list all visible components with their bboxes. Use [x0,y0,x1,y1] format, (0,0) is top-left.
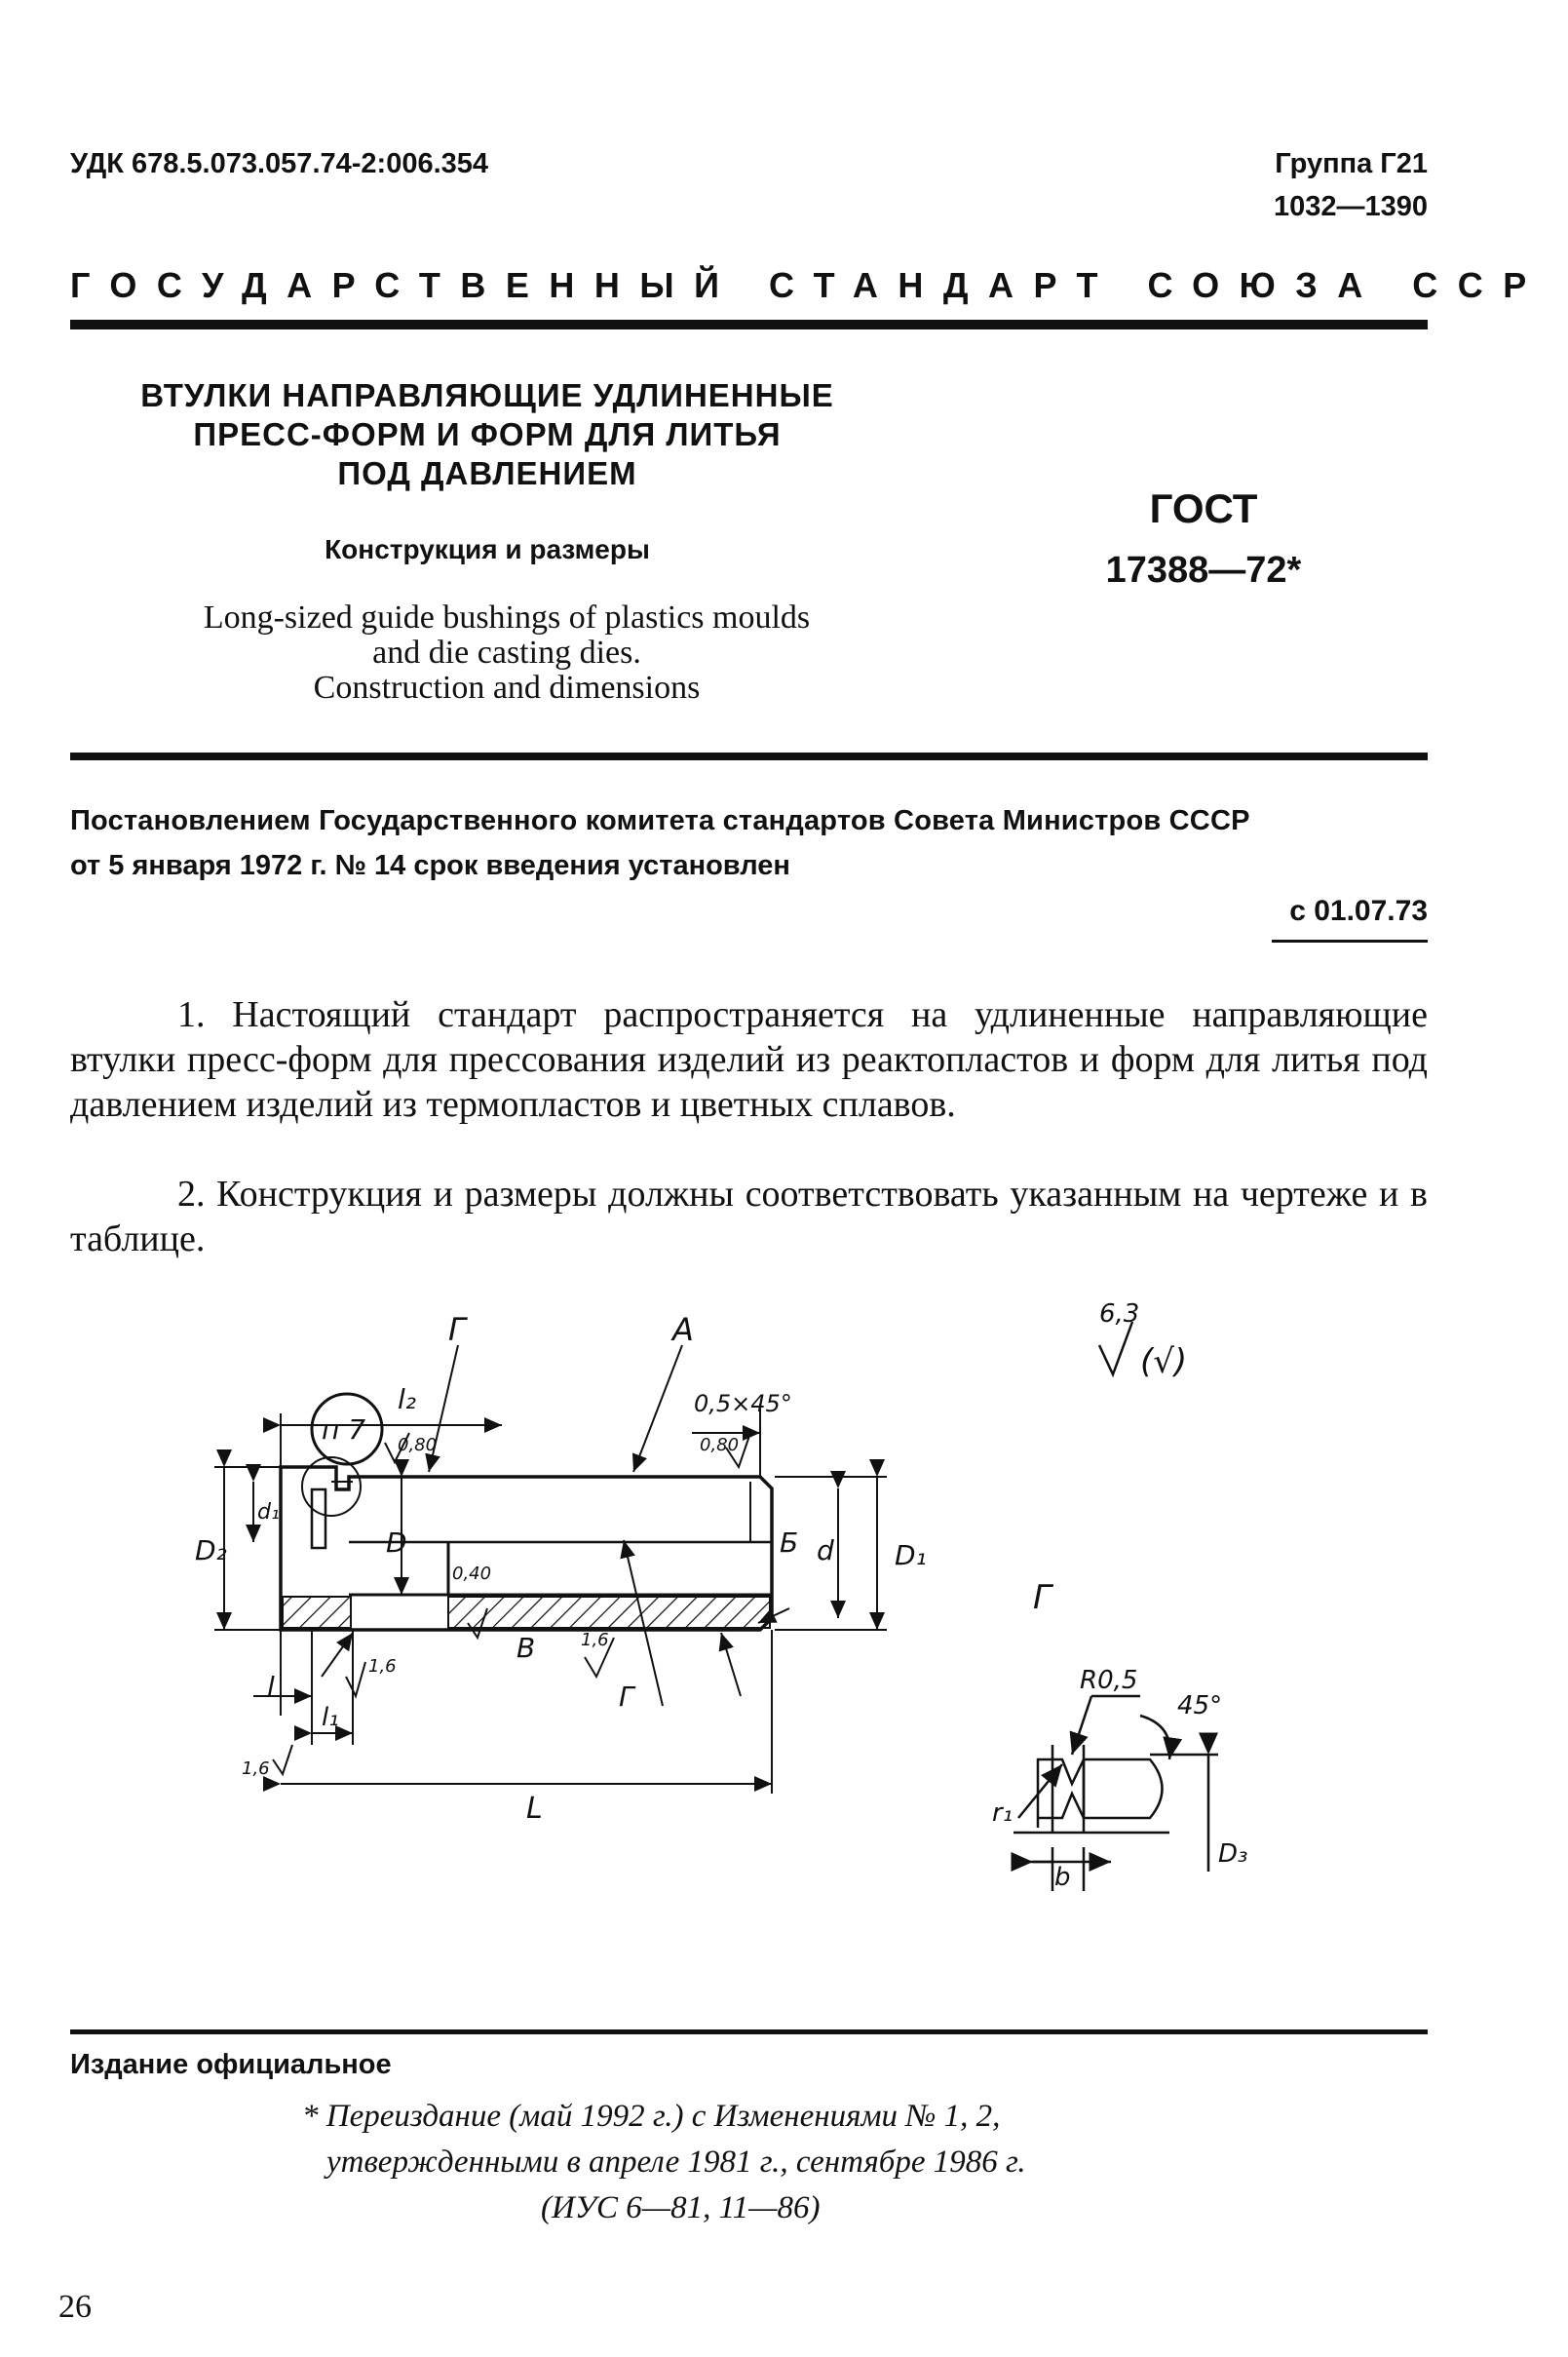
gost-label: ГОСТ [1149,485,1258,531]
decree-line-2: от 5 января 1972 г. № 14 срок введения установлен [70,850,790,881]
label-l: l [267,1671,275,1703]
okp-range: 1032—1390 [1273,191,1428,222]
label-D: D [386,1526,407,1559]
roughness-mark [1099,1299,1187,1381]
group-code: Группа Г21 [1275,148,1428,179]
hatched-wall [448,1597,770,1628]
label-rough-16a: 1,6 [368,1656,397,1677]
date-underline [1272,940,1428,943]
english-line-3: Construction and dimensions [313,670,701,706]
label-l1: l₁ [322,1703,339,1732]
official-edition: Издание официальное [70,2049,392,2080]
state-standard-heading: ГОСУДАРСТВЕННЫЙ СТАНДАРТ СОЮЗА ССР [70,265,1547,305]
effective-date: с 01.07.73 [1289,895,1428,927]
reprint-note-3: (ИУС 6—81, 11—86) [541,2190,821,2225]
english-line-1: Long-sized guide bushings of plastics moulds [203,599,811,636]
doc-subtitle: Конструкция и размеры [325,534,650,564]
udk-code: УДК 678.5.073.057.74-2:006.354 [70,148,489,179]
label-D2: D₂ [195,1534,227,1566]
label-chamfer: 0,5×45° [694,1390,792,1417]
label-L: L [526,1792,543,1826]
decree-line-1: Постановлением Государственного комитета стандартов Совета Министров СССР [70,805,1250,836]
label-rough-16c: 1,6 [242,1758,270,1779]
label-angle: 45° [1177,1691,1223,1720]
label-G-lower: Г [619,1681,634,1713]
label-b: b [1054,1863,1071,1892]
label-A: А [672,1311,694,1348]
page-number: 26 [58,2289,92,2325]
paragraph-1: 1. Настоящий стандарт распространяется на удлиненные направляющие втулки пресс-форм для прессования изделий из реактопластов и форм для литья под давлением изделий из термопластов и цветных сплавов. [70,994,1428,1125]
technical-drawing [195,1287,1267,1911]
detail-view [1013,1696,1218,1891]
doc-title [117,376,858,493]
label-d: d [817,1534,834,1566]
label-d1: d₁ [257,1500,280,1525]
label-D1: D₁ [895,1539,927,1571]
label-l2: l₂ [398,1383,417,1415]
roughness-paren: (√) [1140,1342,1188,1381]
label-D3: D₃ [1218,1839,1248,1869]
english-title [136,600,877,706]
label-rough-080b: 0,80 [700,1435,740,1455]
paragraph-2: 2. Конструкция и размеры должны соответствовать указанным на чертеже и в таблице. [70,1174,1428,1259]
title-rule [70,753,1428,760]
title-line-1: ВТУЛКИ НАПРАВЛЯЮЩИЕ УДЛИНЕННЫЕ [140,377,834,413]
label-B-cyr: Б [780,1526,799,1559]
label-rough-040: 0,40 [452,1564,492,1584]
label-r-round: R0,5 [1080,1666,1138,1695]
english-line-2: and die casting dies. [372,635,641,671]
label-G-top: Г [448,1311,466,1348]
hatched-collar [283,1597,351,1628]
label-rough-16b: 1,6 [581,1630,609,1650]
note-balloon [312,1394,382,1464]
gost-number: 17388—72* [1105,550,1302,591]
label-rough-080a: 0,80 [398,1435,438,1455]
label-r1: r₁ [992,1798,1013,1828]
header-rule [70,320,1428,329]
roughness-value: 6,3 [1099,1299,1140,1329]
label-V: В [516,1632,536,1664]
title-line-3: ПОД ДАВЛЕНИЕМ [337,455,637,491]
reprint-note-2: утвержденными в апреле 1981 г., сентябре 1986 г. [326,2144,1026,2180]
footer-rule [70,2029,1428,2034]
label-G-detail: Г [1033,1578,1052,1617]
reprint-note-1: * Переиздание (май 1992 г.) с Изменениями № 1, 2, [302,2099,1001,2134]
balloon-text: п 7 [322,1413,366,1446]
title-line-2: ПРЕСС-ФОРМ И ФОРМ ДЛЯ ЛИТЬЯ [193,416,782,452]
